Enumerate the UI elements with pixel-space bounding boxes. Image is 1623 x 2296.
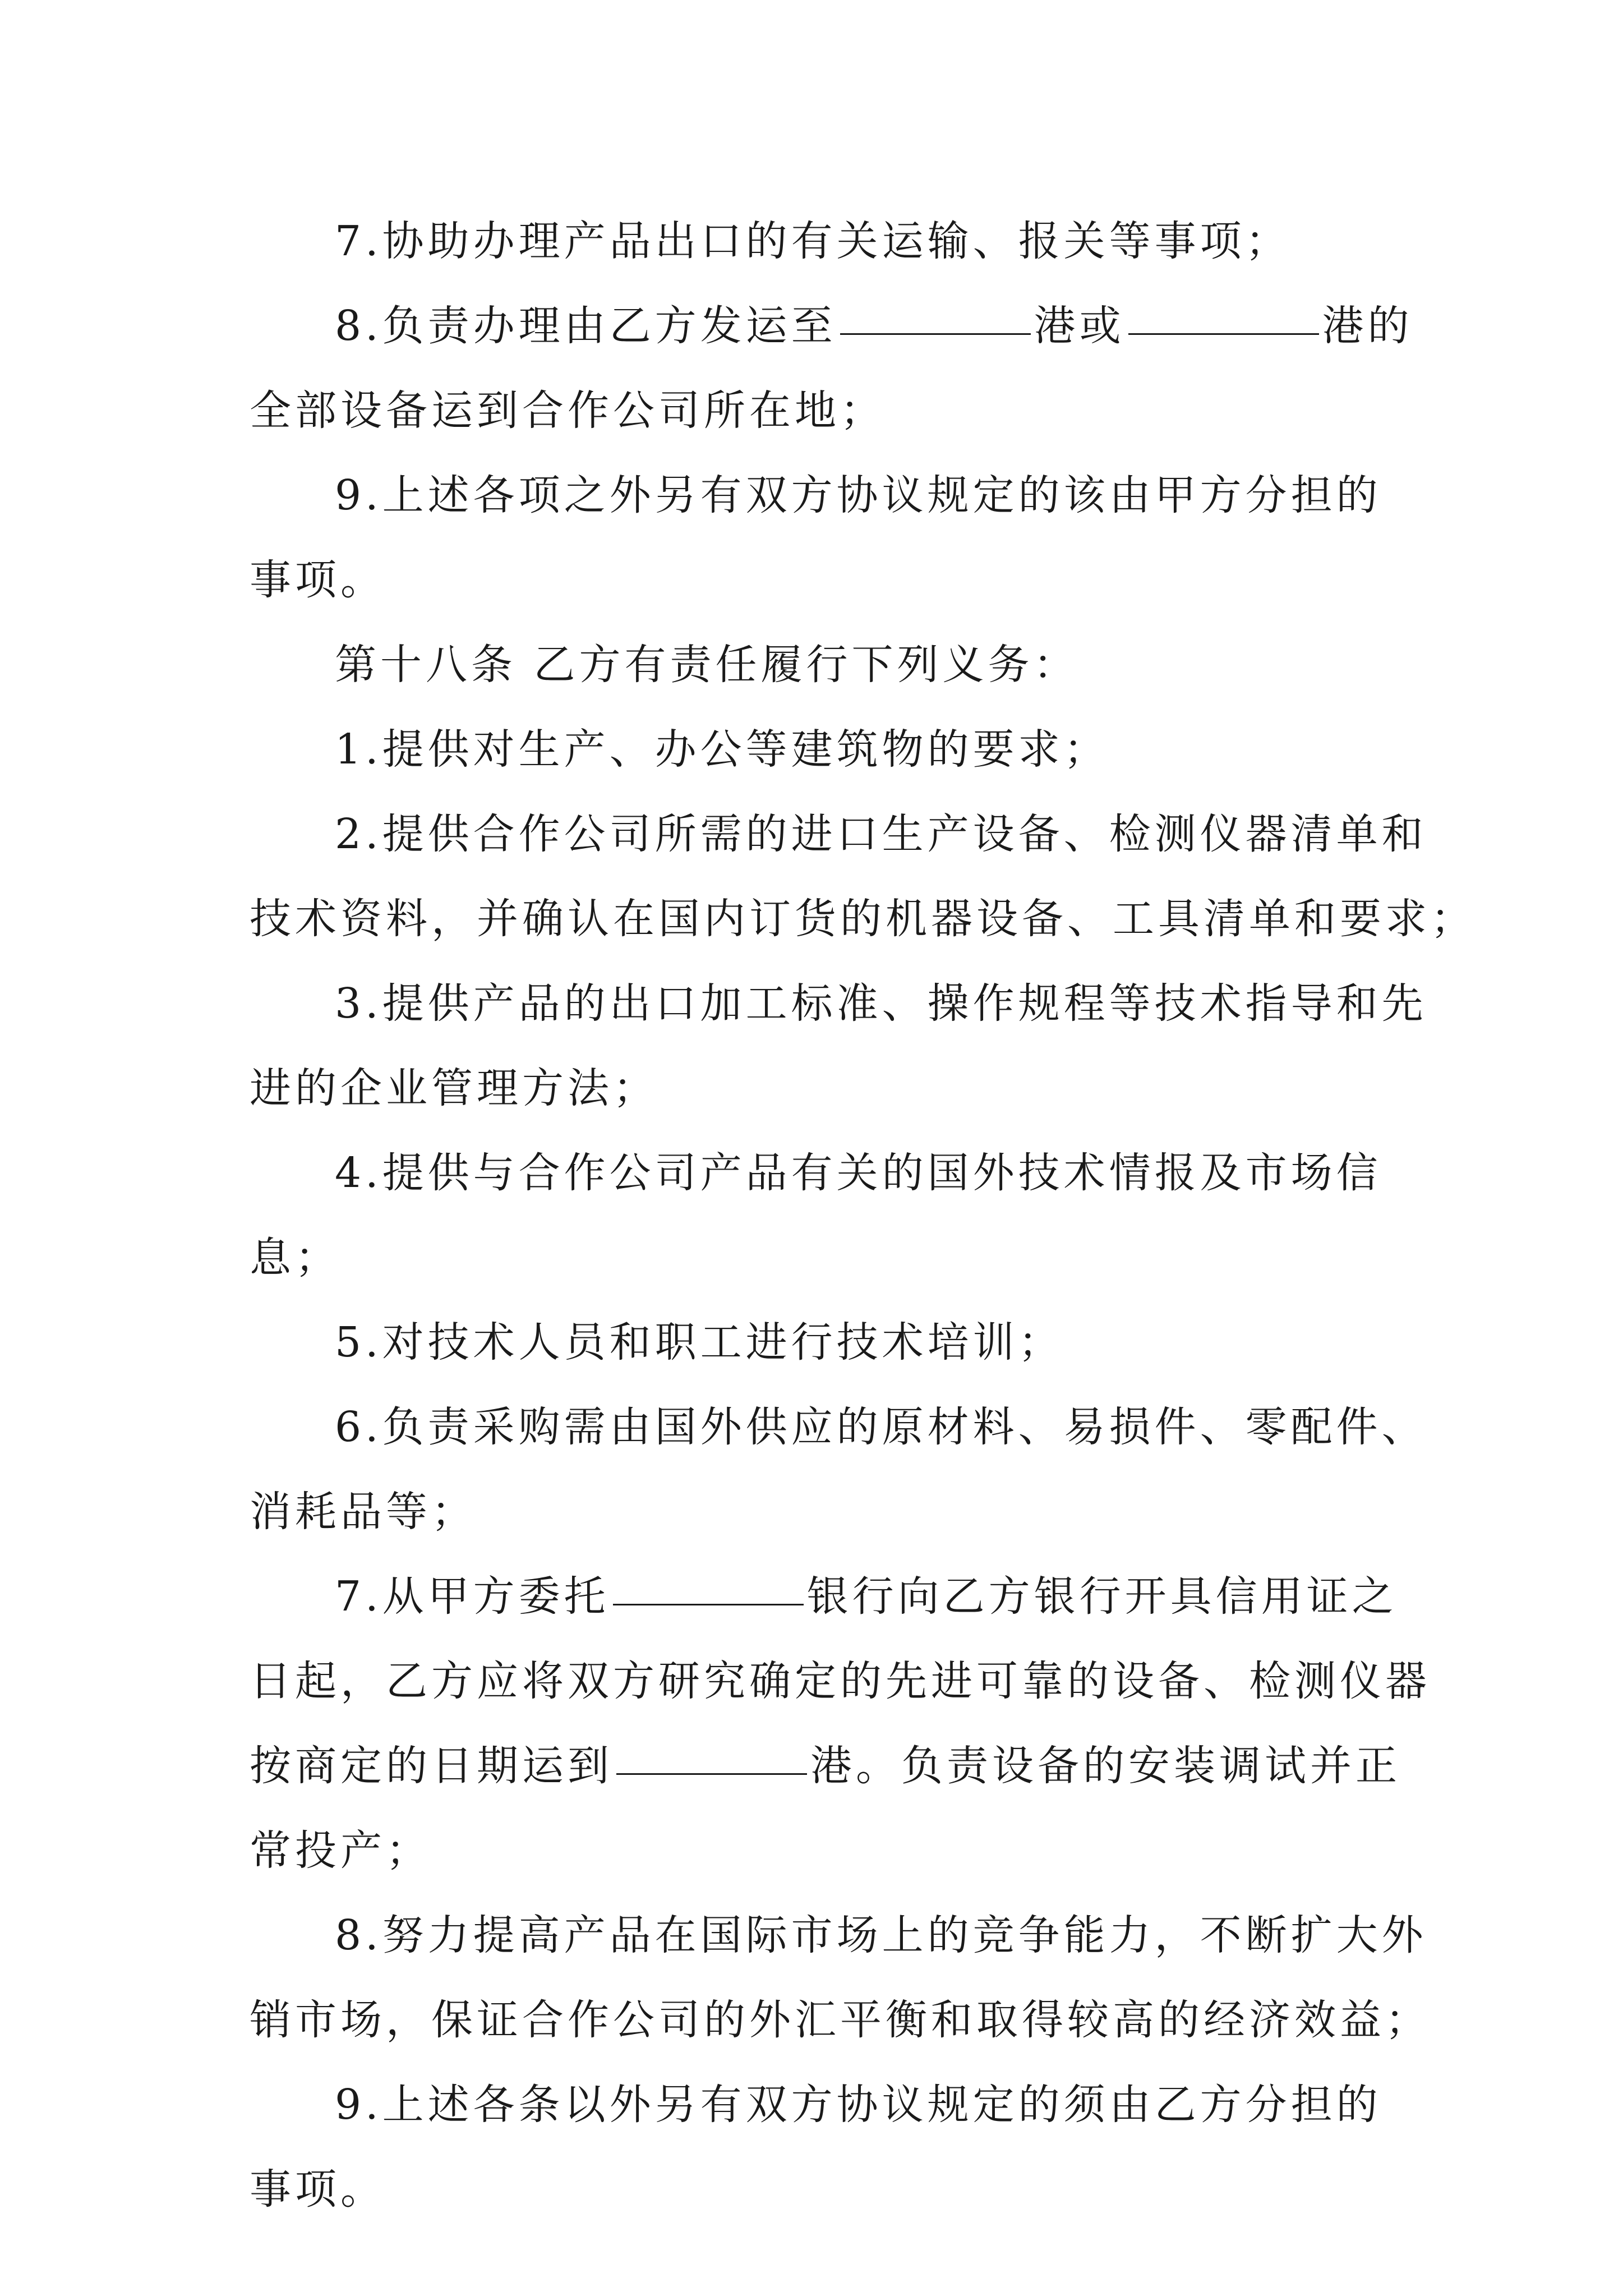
text-line bbox=[250, 2147, 1382, 2232]
text-segment: 常投产； bbox=[250, 1826, 431, 1875]
text-segment: 港。负责设备的安装调试并正 bbox=[810, 1742, 1401, 1790]
text-segment: 银行向乙方银行开具信用证之 bbox=[806, 1572, 1398, 1621]
text-line bbox=[250, 623, 1382, 707]
text-line bbox=[250, 1046, 1382, 1131]
text-line bbox=[250, 1724, 1401, 1809]
fill-in-blank bbox=[613, 1603, 804, 1605]
text-segment: 事项。 bbox=[250, 2165, 386, 2214]
text-segment: 9.上述各条以外另有双方协议规定的须由乙方分担的 bbox=[335, 2081, 1382, 2129]
text-segment: 4.提供与合作公司产品有关的国外技术情报及市场信 bbox=[335, 1149, 1382, 1197]
fill-in-blank bbox=[840, 333, 1031, 335]
text-line bbox=[250, 1554, 1398, 1639]
text-line bbox=[250, 1300, 1382, 1385]
text-segment: 1.提供对生产、办公等建筑物的要求； bbox=[335, 725, 1109, 774]
text-line bbox=[250, 199, 1382, 284]
text-segment: 9.上述各项之外另有双方协议规定的该由甲方分担的 bbox=[335, 471, 1382, 519]
text-line bbox=[250, 284, 1413, 369]
text-segment: 第十八条 乙方有责任履行下列义务： bbox=[335, 641, 1079, 689]
text-segment: 2.提供合作公司所需的进口生产设备、检测仪器清单和 bbox=[335, 810, 1427, 858]
text-segment: 7.从甲方委托 bbox=[335, 1572, 610, 1621]
text-line bbox=[250, 2063, 1382, 2147]
text-segment: 技术资料，并确认在国内订货的机器设备、工具清单和要求； bbox=[250, 895, 1476, 943]
text-segment: 日起，乙方应将双方研究确定的先进可靠的设备、检测仪器 bbox=[250, 1657, 1431, 1705]
text-line bbox=[250, 707, 1382, 792]
text-line bbox=[250, 1385, 1427, 1470]
text-line bbox=[250, 1893, 1427, 1978]
text-line bbox=[250, 1809, 1382, 1893]
text-segment: 按商定的日期运到 bbox=[250, 1742, 613, 1790]
text-line bbox=[250, 877, 1476, 961]
text-line bbox=[250, 538, 1382, 623]
text-line bbox=[250, 1639, 1431, 1724]
text-segment: 港的 bbox=[1322, 302, 1413, 350]
text-line bbox=[250, 961, 1427, 1046]
text-line bbox=[250, 369, 1382, 453]
text-segment: 8.负责办理由乙方发运至 bbox=[335, 302, 837, 350]
text-line bbox=[250, 792, 1427, 877]
text-segment: 3.提供产品的出口加工标准、操作规程等技术指导和先 bbox=[335, 979, 1427, 1028]
text-segment: 销市场，保证合作公司的外汇平衡和取得较高的经济效益； bbox=[250, 1996, 1431, 2044]
text-segment: 消耗品等； bbox=[250, 1488, 477, 1536]
text-segment: 5.对技术人员和职工进行技术培训； bbox=[335, 1318, 1064, 1366]
text-line bbox=[250, 1131, 1382, 1216]
fill-in-blank bbox=[616, 1773, 807, 1775]
text-segment: 7.协助办理产品出口的有关运输、报关等事项； bbox=[335, 217, 1291, 265]
text-segment: 6.负责采购需由国外供应的原材料、易损件、零配件、 bbox=[335, 1403, 1427, 1451]
text-segment: 事项。 bbox=[250, 556, 386, 604]
text-line bbox=[250, 1470, 1382, 1554]
text-segment: 全部设备运到合作公司所在地； bbox=[250, 386, 886, 435]
document-body bbox=[250, 199, 1476, 2232]
text-segment: 息； bbox=[250, 1234, 340, 1282]
text-line bbox=[250, 453, 1382, 538]
text-segment: 港或 bbox=[1034, 302, 1125, 350]
text-line bbox=[250, 1216, 1382, 1300]
text-segment: 进的企业管理方法； bbox=[250, 1064, 658, 1112]
text-segment: 8.努力提高产品在国际市场上的竞争能力，不断扩大外 bbox=[335, 1911, 1427, 1959]
text-line bbox=[250, 1978, 1431, 2063]
fill-in-blank bbox=[1128, 333, 1319, 335]
